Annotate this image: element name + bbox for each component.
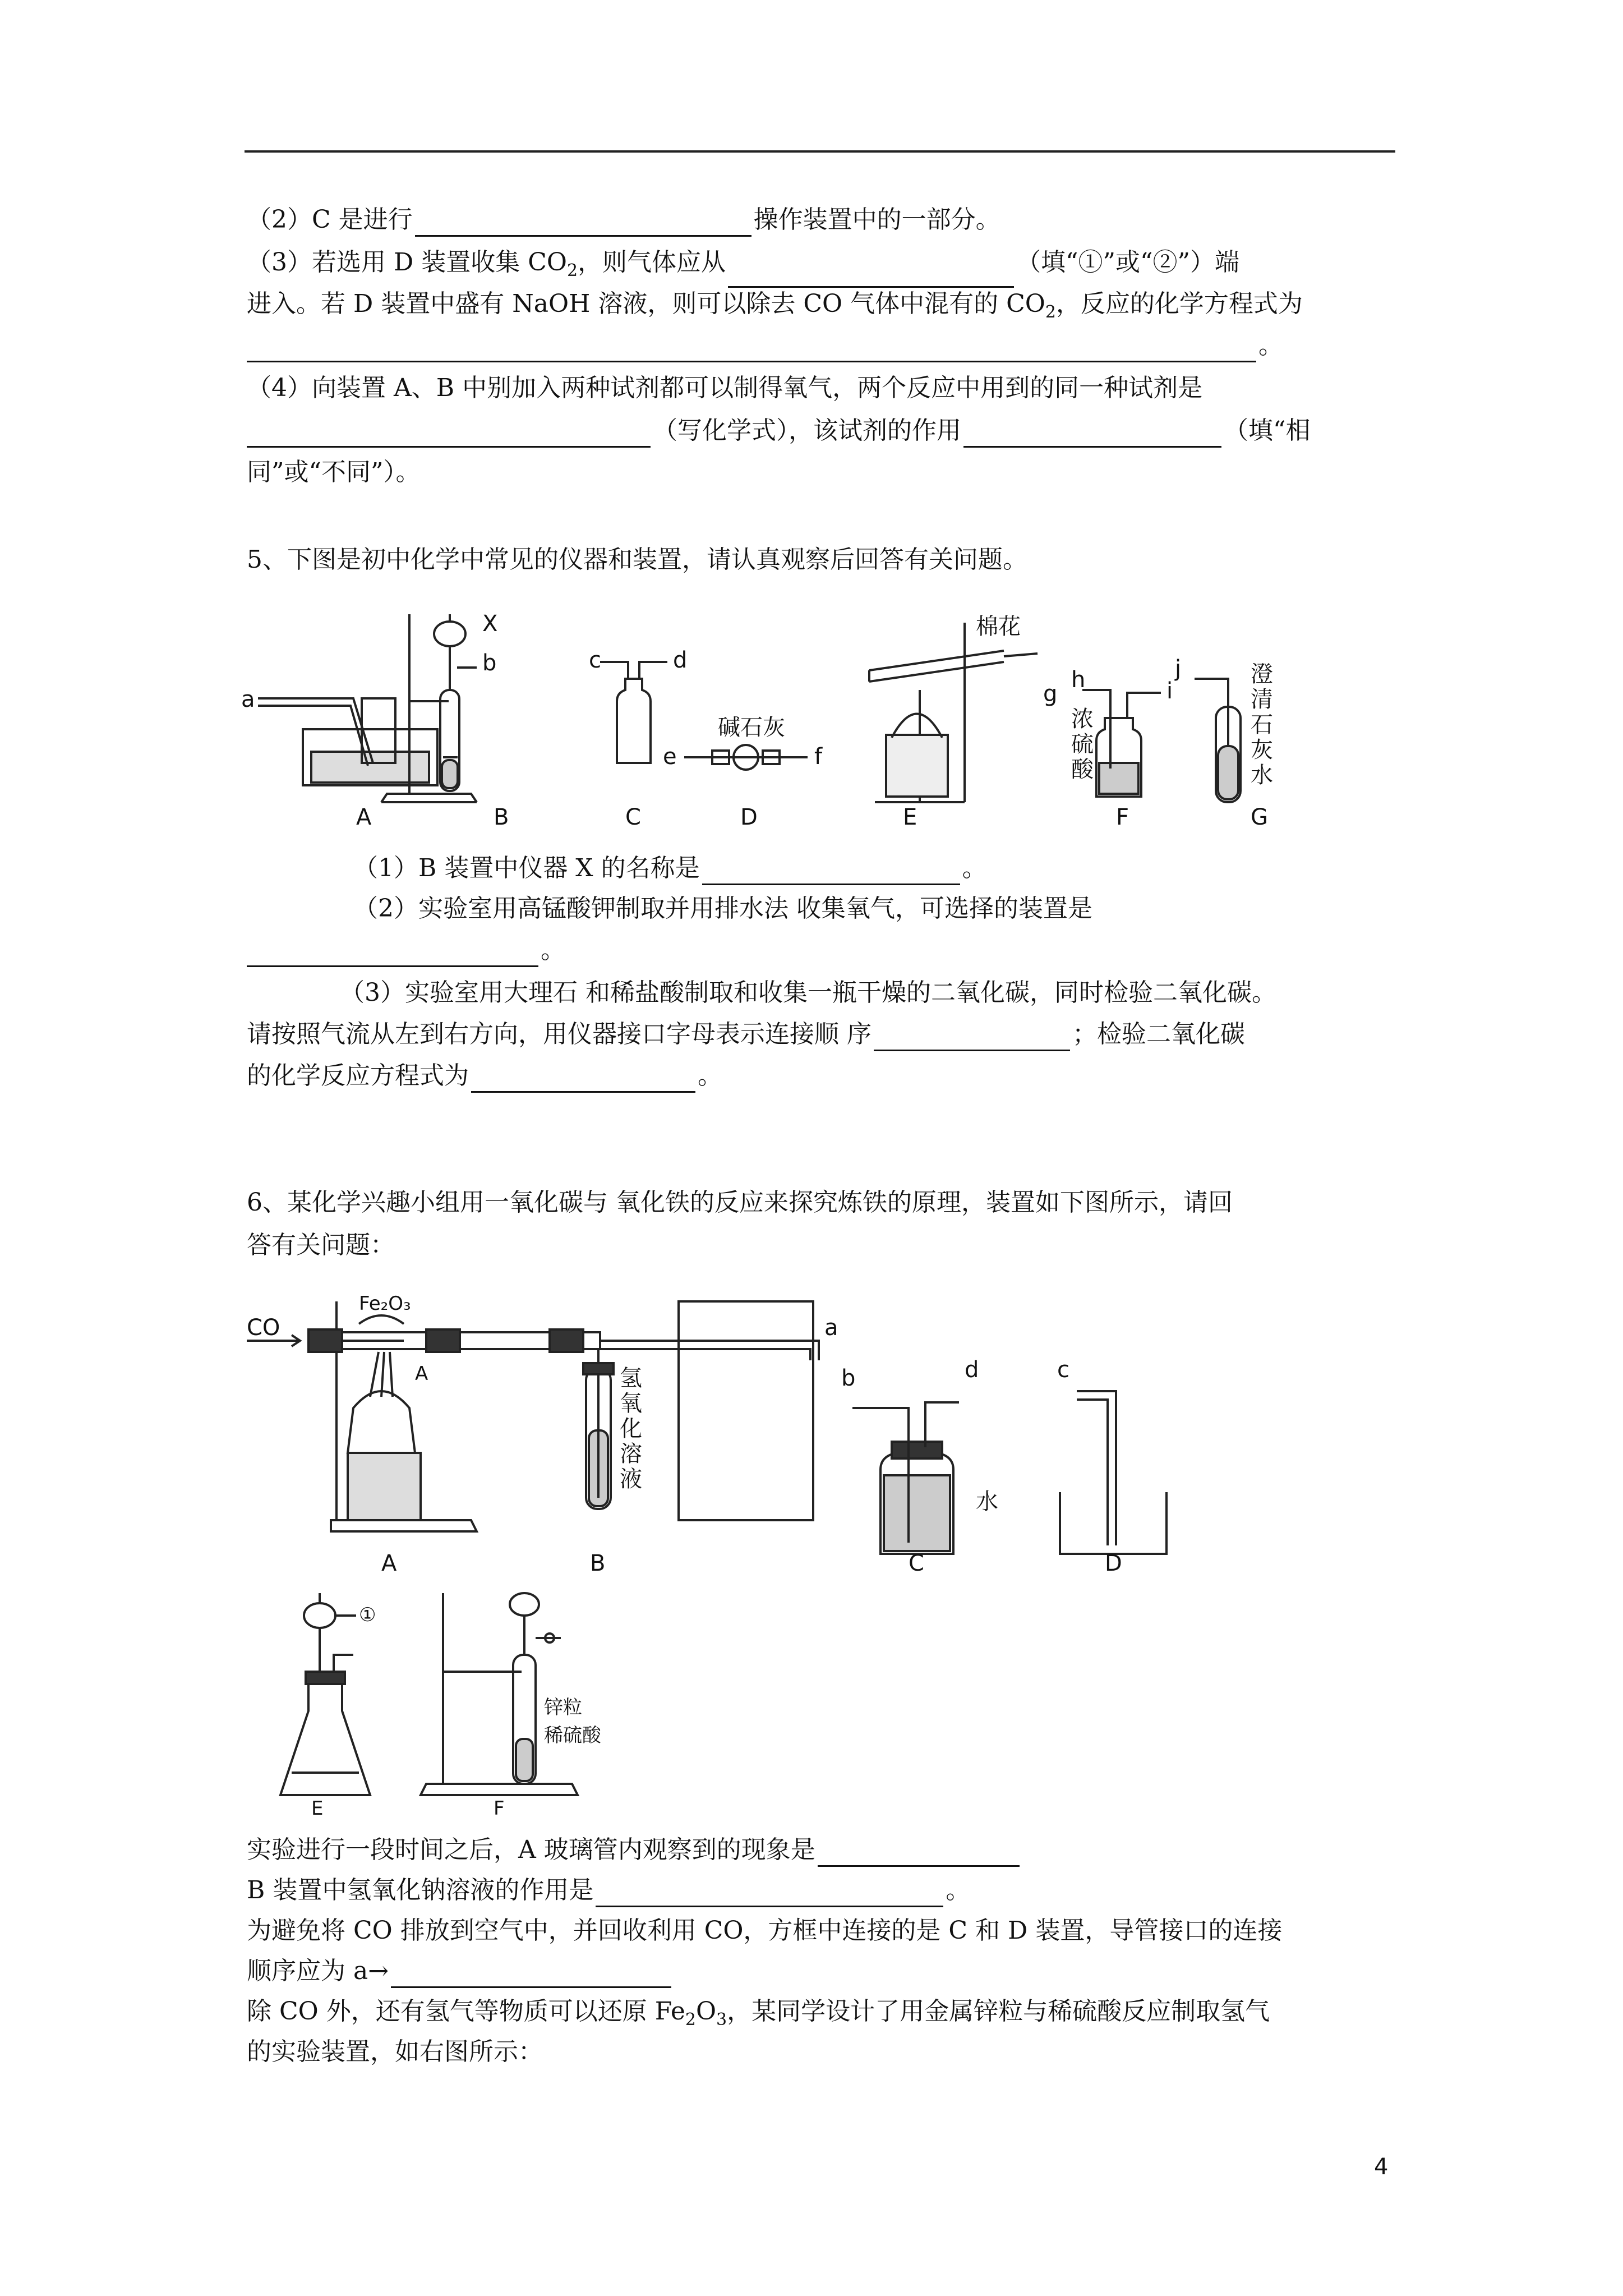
answer-blank[interactable] bbox=[963, 419, 1221, 448]
label-D: D bbox=[740, 804, 758, 830]
label-a: a bbox=[824, 1315, 838, 1341]
label-d: d bbox=[673, 647, 688, 673]
q5-sub1: （1）B 装置中仪器 X 的名称是 。 bbox=[353, 852, 987, 885]
q6-intro: 6、某化学兴趣小组用一氧化碳与 氧化铁的反应来探究炼铁的原理，装置如下图所示，请回 bbox=[247, 1188, 1233, 1217]
label-naoh-5: 液 bbox=[620, 1466, 642, 1492]
label-B: B bbox=[590, 1550, 606, 1576]
label-E: E bbox=[903, 804, 917, 830]
label-F: F bbox=[1116, 804, 1129, 830]
label-A: A bbox=[381, 1550, 397, 1576]
answer-blank[interactable] bbox=[247, 938, 538, 967]
label-naoh-2: 氧 bbox=[620, 1391, 642, 1416]
label-conc-acid-2: 硫 bbox=[1071, 731, 1094, 757]
q4-part4-end: 同”或“不同”）。 bbox=[247, 458, 421, 486]
label-f: f bbox=[814, 744, 823, 770]
label-cotton: 棉花 bbox=[976, 614, 1021, 639]
answer-blank[interactable] bbox=[471, 1064, 695, 1093]
label-j: j bbox=[1175, 656, 1182, 682]
answer-blank[interactable] bbox=[391, 1959, 671, 1988]
q4-part4: （4）向装置 A、B 中别加入两种试剂都可以制得氧气，两个反应中用到的同一种试剂是 bbox=[247, 374, 1203, 402]
label-naoh-1: 氢 bbox=[620, 1365, 642, 1391]
answer-blank[interactable] bbox=[728, 259, 1014, 288]
page-number: 4 bbox=[1374, 2154, 1389, 2180]
q6-apparatus-figure-top bbox=[247, 1285, 1346, 1576]
label-dilute-acid: 稀硫酸 bbox=[544, 1724, 601, 1747]
label-naoh-3: 化 bbox=[620, 1416, 642, 1442]
q6-line1: 实验进行一段时间之后，A 玻璃管内观察到的现象是 bbox=[247, 1833, 1022, 1867]
q5-intro: 5、下图是初中化学中常见的仪器和装置，请认真观察后回答有关问题。 bbox=[247, 545, 1027, 574]
label-limewater-1: 澄 bbox=[1251, 661, 1273, 687]
label-zinc: 锌粒 bbox=[544, 1696, 582, 1719]
answer-blank[interactable] bbox=[702, 857, 960, 885]
q6-line6: 的实验装置，如右图所示： bbox=[247, 2037, 543, 2066]
q5-apparatus-figure bbox=[241, 600, 1340, 836]
header-rule bbox=[245, 150, 1395, 153]
label-limewater-5: 水 bbox=[1251, 762, 1273, 788]
label-fe2o3: Fe₂O₃ bbox=[359, 1292, 411, 1315]
label-e: e bbox=[663, 744, 677, 770]
answer-blank[interactable] bbox=[874, 1023, 1070, 1051]
label-A-inline: A bbox=[415, 1363, 428, 1385]
q6-line3: 为避免将 CO 排放到空气中，并回收利用 CO，方框中连接的是 C 和 D 装置，导管接口的连接 bbox=[247, 1916, 1283, 1945]
q4-part3-blank: 。 bbox=[247, 329, 1283, 362]
label-naoh-4: 溶 bbox=[620, 1441, 642, 1467]
q5-sub2: （2）实验室用高锰酸钾制取并用排水法 收集氧气，可选择的装置是 bbox=[353, 894, 1092, 923]
label-G: G bbox=[1251, 804, 1268, 830]
label-limewater-4: 灰 bbox=[1251, 737, 1273, 763]
answer-blank[interactable] bbox=[415, 208, 751, 237]
label-F: F bbox=[494, 1797, 505, 1818]
label-D: D bbox=[1105, 1550, 1122, 1576]
label-c: c bbox=[1057, 1357, 1069, 1383]
q5-sub3-cont: 请按照气流从左到右方向，用仪器接口字母表示连接顺 序 ；检验二氧化碳 bbox=[247, 1018, 1245, 1051]
q4-part4-cont: （写化学式），该试剂的作用 （填“相 bbox=[247, 414, 1311, 448]
q5-sub3-end: 的化学反应方程式为 。 bbox=[247, 1059, 722, 1093]
label-C: C bbox=[625, 804, 641, 830]
label-water: 水 bbox=[976, 1489, 998, 1515]
q5-sub2-blank: 。 bbox=[247, 933, 565, 967]
q6-line5: 除 CO 外，还有氢气等物质可以还原 $Fe_2O_3$，某同学设计了用金属锌粒与稀硫酸反应制取氢气 bbox=[247, 1997, 1270, 2030]
label-b: b bbox=[841, 1365, 856, 1391]
q4-part3-cont: 进入。若 D 装置中盛有 NaOH 溶液，则可以除去 CO 气体中混有的 $CO_2$，反应的化学方程式为 bbox=[247, 289, 1303, 322]
label-conc-acid-1: 浓 bbox=[1071, 706, 1094, 732]
q4-part3: （3）若选用 D 装置收集 $CO_2$，则气体应从 （填“①”或“②”）端 bbox=[247, 246, 1239, 288]
label-b: b bbox=[482, 650, 497, 676]
label-circle-1: ① bbox=[359, 1604, 376, 1626]
answer-blank[interactable] bbox=[247, 334, 1256, 362]
label-x: X bbox=[482, 611, 498, 637]
q4-part2: （2）C 是进行 操作装置中的一部分。 bbox=[247, 203, 1000, 237]
q6-line4: 顺序应为 a→ bbox=[247, 1954, 674, 1988]
label-a: a bbox=[241, 687, 255, 712]
q5-sub3: （3）实验室用大理石 和稀盐酸制取和收集一瓶干燥的二氧化碳，同时检验二氧化碳。 bbox=[340, 978, 1276, 1007]
answer-blank[interactable] bbox=[596, 1879, 943, 1907]
label-g: g bbox=[1043, 681, 1058, 707]
label-limewater-3: 石 bbox=[1251, 712, 1273, 738]
label-co: CO bbox=[247, 1315, 280, 1341]
answer-blank[interactable] bbox=[247, 419, 651, 448]
label-B: B bbox=[494, 804, 509, 830]
answer-blank[interactable] bbox=[818, 1838, 1020, 1867]
label-limewater-2: 清 bbox=[1251, 687, 1273, 712]
q6-line2: B 装置中氢氧化钠溶液的作用是 。 bbox=[247, 1874, 970, 1907]
q6-apparatus-figure-bottom bbox=[258, 1582, 662, 1818]
label-d: d bbox=[965, 1357, 979, 1383]
label-soda-lime: 碱石灰 bbox=[718, 715, 785, 740]
label-A: A bbox=[356, 804, 372, 830]
label-c: c bbox=[589, 647, 601, 673]
label-h: h bbox=[1071, 667, 1086, 693]
label-C: C bbox=[909, 1550, 924, 1576]
label-E: E bbox=[311, 1797, 324, 1818]
q6-intro-cont: 答有关问题： bbox=[247, 1231, 395, 1259]
label-i: i bbox=[1166, 678, 1173, 704]
label-conc-acid-3: 酸 bbox=[1071, 757, 1094, 783]
